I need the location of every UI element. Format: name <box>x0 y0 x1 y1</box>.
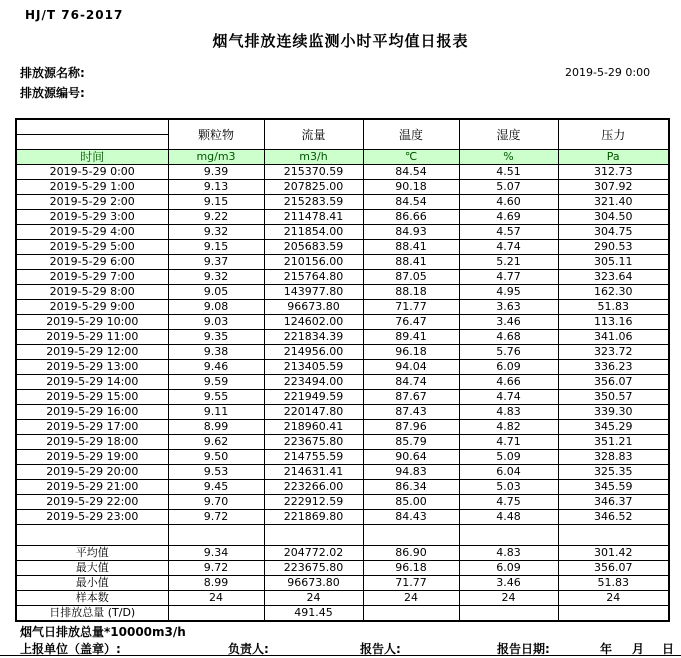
value-cell: 96673.80 <box>264 576 363 591</box>
page-title: 烟气排放连续监测小时平均值日报表 <box>212 32 469 50</box>
value-cell: 4.83 <box>459 546 558 561</box>
table-row <box>16 495 669 510</box>
value-cell: 3.46 <box>459 315 558 330</box>
responsible-person-label: 负责人: <box>228 642 269 656</box>
table-summary <box>16 546 669 622</box>
table-row <box>16 420 669 435</box>
value-cell: 215370.59 <box>264 165 363 180</box>
value-cell: 84.54 <box>363 195 459 210</box>
table-row <box>16 165 669 180</box>
time-cell: 2019-5-29 3:00 <box>16 210 168 225</box>
header-row-top <box>16 119 669 135</box>
value-cell: 90.64 <box>363 450 459 465</box>
value-cell: 223266.00 <box>264 480 363 495</box>
table-row <box>16 606 669 622</box>
spacer-row <box>16 525 669 546</box>
month-label: 月 <box>632 642 645 656</box>
value-cell: 51.83 <box>558 300 669 315</box>
col-header-pressure: 压力 <box>558 119 669 150</box>
value-cell: 71.77 <box>363 576 459 591</box>
report-datetime: 2019-5-29 0:00 <box>565 66 651 79</box>
value-cell: 4.82 <box>459 420 558 435</box>
time-cell: 2019-5-29 12:00 <box>16 345 168 360</box>
time-cell: 2019-5-29 10:00 <box>16 315 168 330</box>
time-cell: 2019-5-29 1:00 <box>16 180 168 195</box>
value-cell: 94.83 <box>363 465 459 480</box>
unit-humidity: % <box>459 150 558 165</box>
value-cell: 305.11 <box>558 255 669 270</box>
value-cell <box>363 606 459 622</box>
table-row <box>16 285 669 300</box>
col-header-flow: 流量 <box>264 119 363 150</box>
time-cell: 2019-5-29 17:00 <box>16 420 168 435</box>
value-cell: 9.70 <box>168 495 264 510</box>
value-cell: 124602.00 <box>264 315 363 330</box>
value-cell: 96.18 <box>363 561 459 576</box>
unit-row <box>16 150 669 165</box>
value-cell: 6.09 <box>459 561 558 576</box>
time-cell: 2019-5-29 8:00 <box>16 285 168 300</box>
value-cell: 86.66 <box>363 210 459 225</box>
value-cell: 113.16 <box>558 315 669 330</box>
value-cell: 222912.59 <box>264 495 363 510</box>
unit-flow: m3/h <box>264 150 363 165</box>
value-cell: 9.53 <box>168 465 264 480</box>
value-cell: 491.45 <box>264 606 363 622</box>
value-cell: 89.41 <box>363 330 459 345</box>
value-cell: 5.03 <box>459 480 558 495</box>
value-cell: 84.43 <box>363 510 459 525</box>
value-cell: 205683.59 <box>264 240 363 255</box>
table-row <box>16 390 669 405</box>
time-cell: 2019-5-29 15:00 <box>16 390 168 405</box>
flow-total-note: 烟气日排放总量*10000m3/h <box>20 625 186 639</box>
value-cell: 304.50 <box>558 210 669 225</box>
table-row <box>16 225 669 240</box>
table-row <box>16 450 669 465</box>
table-row <box>16 240 669 255</box>
value-cell: 218960.41 <box>264 420 363 435</box>
summary-label-cell: 日排放总量 (T/D) <box>16 606 168 622</box>
value-cell: 213405.59 <box>264 360 363 375</box>
value-cell: 9.38 <box>168 345 264 360</box>
table-row <box>16 576 669 591</box>
summary-label-cell: 最小值 <box>16 576 168 591</box>
value-cell: 96673.80 <box>264 300 363 315</box>
value-cell: 9.34 <box>168 546 264 561</box>
value-cell: 88.41 <box>363 255 459 270</box>
year-label: 年 <box>600 642 613 656</box>
table-row <box>16 405 669 420</box>
value-cell: 4.74 <box>459 390 558 405</box>
unit-temp: ℃ <box>363 150 459 165</box>
value-cell: 24 <box>168 591 264 606</box>
value-cell: 87.96 <box>363 420 459 435</box>
value-cell: 3.63 <box>459 300 558 315</box>
time-column-label: 时间 <box>16 150 168 165</box>
value-cell: 8.99 <box>168 576 264 591</box>
value-cell: 88.18 <box>363 285 459 300</box>
value-cell: 221834.39 <box>264 330 363 345</box>
col-header-humidity: 湿度 <box>459 119 558 150</box>
reporter-label: 报告人: <box>360 642 401 656</box>
time-cell: 2019-5-29 9:00 <box>16 300 168 315</box>
table-row <box>16 465 669 480</box>
table-row <box>16 480 669 495</box>
value-cell: 94.04 <box>363 360 459 375</box>
value-cell: 351.21 <box>558 435 669 450</box>
value-cell: 86.90 <box>363 546 459 561</box>
value-cell: 9.15 <box>168 195 264 210</box>
table-row <box>16 315 669 330</box>
value-cell: 214631.41 <box>264 465 363 480</box>
table-row <box>16 375 669 390</box>
value-cell: 96.18 <box>363 345 459 360</box>
table-spacer <box>16 525 669 546</box>
value-cell: 4.69 <box>459 210 558 225</box>
value-cell: 71.77 <box>363 300 459 315</box>
value-cell: 9.55 <box>168 390 264 405</box>
value-cell: 301.42 <box>558 546 669 561</box>
value-cell: 211854.00 <box>264 225 363 240</box>
value-cell: 84.93 <box>363 225 459 240</box>
table-row <box>16 300 669 315</box>
value-cell: 8.99 <box>168 420 264 435</box>
value-cell: 4.57 <box>459 225 558 240</box>
table-row <box>16 345 669 360</box>
value-cell: 356.07 <box>558 561 669 576</box>
value-cell: 86.34 <box>363 480 459 495</box>
value-cell <box>558 606 669 622</box>
value-cell: 4.51 <box>459 165 558 180</box>
value-cell: 323.72 <box>558 345 669 360</box>
time-cell: 2019-5-29 11:00 <box>16 330 168 345</box>
value-cell: 85.00 <box>363 495 459 510</box>
table-row <box>16 591 669 606</box>
value-cell: 143977.80 <box>264 285 363 300</box>
value-cell: 84.54 <box>363 165 459 180</box>
value-cell: 9.45 <box>168 480 264 495</box>
value-cell: 9.50 <box>168 450 264 465</box>
value-cell: 210156.00 <box>264 255 363 270</box>
value-cell: 90.18 <box>363 180 459 195</box>
value-cell: 223494.00 <box>264 375 363 390</box>
unit-pm: mg/m3 <box>168 150 264 165</box>
value-cell: 4.77 <box>459 270 558 285</box>
value-cell: 341.06 <box>558 330 669 345</box>
value-cell: 9.15 <box>168 240 264 255</box>
value-cell: 24 <box>264 591 363 606</box>
value-cell: 87.67 <box>363 390 459 405</box>
value-cell: 5.76 <box>459 345 558 360</box>
value-cell: 214755.59 <box>264 450 363 465</box>
monitoring-table <box>15 118 670 622</box>
summary-label-cell: 最大值 <box>16 561 168 576</box>
time-cell: 2019-5-29 18:00 <box>16 435 168 450</box>
time-cell: 2019-5-29 19:00 <box>16 450 168 465</box>
value-cell: 9.62 <box>168 435 264 450</box>
table-row <box>16 255 669 270</box>
table-row <box>16 270 669 285</box>
table-header <box>16 119 669 165</box>
standard-code: HJ/T 76-2017 <box>25 8 124 22</box>
value-cell: 9.32 <box>168 270 264 285</box>
value-cell: 4.74 <box>459 240 558 255</box>
time-cell: 2019-5-29 22:00 <box>16 495 168 510</box>
value-cell <box>459 606 558 622</box>
value-cell: 336.23 <box>558 360 669 375</box>
value-cell: 87.05 <box>363 270 459 285</box>
time-cell: 2019-5-29 20:00 <box>16 465 168 480</box>
unit-pressure: Pa <box>558 150 669 165</box>
table-row <box>16 195 669 210</box>
value-cell: 328.83 <box>558 450 669 465</box>
value-cell: 4.60 <box>459 195 558 210</box>
value-cell: 207825.00 <box>264 180 363 195</box>
value-cell: 9.05 <box>168 285 264 300</box>
value-cell: 215764.80 <box>264 270 363 285</box>
value-cell: 9.11 <box>168 405 264 420</box>
value-cell: 346.37 <box>558 495 669 510</box>
value-cell: 223675.80 <box>264 435 363 450</box>
value-cell: 9.08 <box>168 300 264 315</box>
summary-label-cell: 样本数 <box>16 591 168 606</box>
value-cell: 9.03 <box>168 315 264 330</box>
summary-label-cell: 平均值 <box>16 546 168 561</box>
report-unit-label: 上报单位（盖章）: <box>20 642 121 656</box>
time-cell: 2019-5-29 16:00 <box>16 405 168 420</box>
value-cell: 85.79 <box>363 435 459 450</box>
value-cell: 346.52 <box>558 510 669 525</box>
value-cell: 4.48 <box>459 510 558 525</box>
time-cell: 2019-5-29 7:00 <box>16 270 168 285</box>
value-cell: 221869.80 <box>264 510 363 525</box>
value-cell: 4.71 <box>459 435 558 450</box>
table-row <box>16 435 669 450</box>
table-row <box>16 510 669 525</box>
time-cell: 2019-5-29 21:00 <box>16 480 168 495</box>
value-cell: 3.46 <box>459 576 558 591</box>
value-cell: 9.72 <box>168 561 264 576</box>
value-cell: 214956.00 <box>264 345 363 360</box>
value-cell: 9.13 <box>168 180 264 195</box>
value-cell: 304.75 <box>558 225 669 240</box>
report-date-label: 报告日期: <box>497 642 550 656</box>
time-cell: 2019-5-29 23:00 <box>16 510 168 525</box>
value-cell: 88.41 <box>363 240 459 255</box>
value-cell: 204772.02 <box>264 546 363 561</box>
value-cell: 76.47 <box>363 315 459 330</box>
value-cell: 4.83 <box>459 405 558 420</box>
day-label: 日 <box>662 642 675 656</box>
value-cell: 9.72 <box>168 510 264 525</box>
time-cell: 2019-5-29 5:00 <box>16 240 168 255</box>
source-name-label: 排放源名称: <box>20 66 85 80</box>
value-cell: 325.35 <box>558 465 669 480</box>
table-row <box>16 330 669 345</box>
value-cell: 5.07 <box>459 180 558 195</box>
value-cell: 9.37 <box>168 255 264 270</box>
header-corner-bottom-cell <box>16 135 168 150</box>
value-cell: 4.68 <box>459 330 558 345</box>
value-cell: 162.30 <box>558 285 669 300</box>
value-cell: 4.95 <box>459 285 558 300</box>
table-body <box>16 165 669 525</box>
value-cell: 215283.59 <box>264 195 363 210</box>
bottom-rule <box>0 655 681 656</box>
value-cell: 6.04 <box>459 465 558 480</box>
value-cell: 9.22 <box>168 210 264 225</box>
value-cell: 345.29 <box>558 420 669 435</box>
value-cell: 87.43 <box>363 405 459 420</box>
value-cell: 220147.80 <box>264 405 363 420</box>
value-cell: 24 <box>558 591 669 606</box>
value-cell: 221949.59 <box>264 390 363 405</box>
time-cell: 2019-5-29 4:00 <box>16 225 168 240</box>
value-cell: 4.75 <box>459 495 558 510</box>
time-cell: 2019-5-29 13:00 <box>16 360 168 375</box>
value-cell: 9.46 <box>168 360 264 375</box>
value-cell: 5.09 <box>459 450 558 465</box>
value-cell: 223675.80 <box>264 561 363 576</box>
value-cell: 9.35 <box>168 330 264 345</box>
table-row <box>16 180 669 195</box>
value-cell: 24 <box>363 591 459 606</box>
value-cell <box>168 606 264 622</box>
col-header-pm: 颗粒物 <box>168 119 264 150</box>
value-cell: 323.64 <box>558 270 669 285</box>
value-cell: 345.59 <box>558 480 669 495</box>
source-id-label: 排放源编号: <box>20 86 85 100</box>
col-header-temp: 温度 <box>363 119 459 150</box>
time-cell: 2019-5-29 0:00 <box>16 165 168 180</box>
value-cell: 6.09 <box>459 360 558 375</box>
value-cell: 84.74 <box>363 375 459 390</box>
value-cell: 4.66 <box>459 375 558 390</box>
time-cell: 2019-5-29 6:00 <box>16 255 168 270</box>
value-cell: 5.21 <box>459 255 558 270</box>
table-row <box>16 561 669 576</box>
value-cell: 9.32 <box>168 225 264 240</box>
value-cell: 51.83 <box>558 576 669 591</box>
value-cell: 24 <box>459 591 558 606</box>
value-cell: 339.30 <box>558 405 669 420</box>
value-cell: 312.73 <box>558 165 669 180</box>
time-cell: 2019-5-29 2:00 <box>16 195 168 210</box>
time-cell: 2019-5-29 14:00 <box>16 375 168 390</box>
value-cell: 9.39 <box>168 165 264 180</box>
value-cell: 307.92 <box>558 180 669 195</box>
value-cell: 211478.41 <box>264 210 363 225</box>
value-cell: 356.07 <box>558 375 669 390</box>
value-cell: 321.40 <box>558 195 669 210</box>
table-row <box>16 546 669 561</box>
table-row <box>16 210 669 225</box>
header-corner-top-cell <box>16 119 168 135</box>
value-cell: 350.57 <box>558 390 669 405</box>
value-cell: 9.59 <box>168 375 264 390</box>
value-cell: 290.53 <box>558 240 669 255</box>
table-row <box>16 360 669 375</box>
